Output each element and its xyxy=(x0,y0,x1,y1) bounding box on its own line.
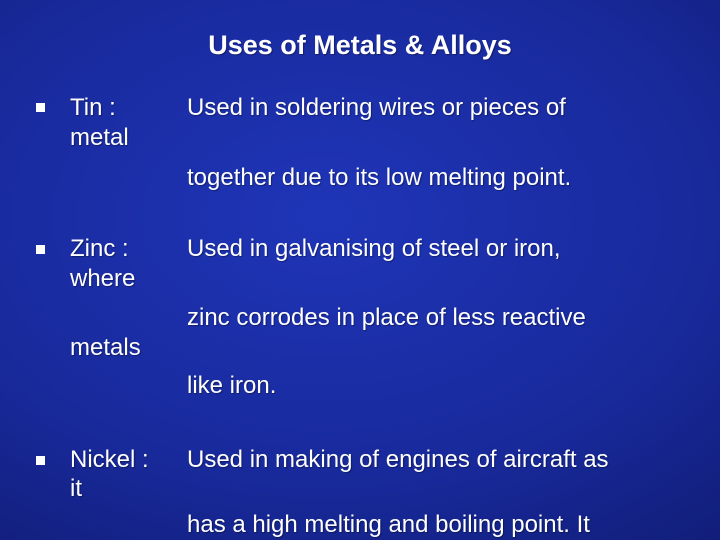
item-description: Used in making of engines of aircraft as xyxy=(187,446,609,473)
item-description: zinc corrodes in place of less reactive xyxy=(187,304,586,331)
item-term: metals xyxy=(70,334,141,361)
square-bullet-icon xyxy=(36,245,50,254)
slide-title: Uses of Metals & Alloys xyxy=(208,30,512,60)
item-term: Nickel : xyxy=(70,446,149,473)
square-bullet-icon xyxy=(36,456,50,465)
item-description: together due to its low melting point. xyxy=(187,164,572,191)
item-term: Tin : xyxy=(70,94,116,121)
item-term: it xyxy=(70,475,82,502)
item-term: metal xyxy=(70,124,129,151)
item-term: Zinc : xyxy=(70,235,129,262)
item-description: Used in galvanising of steel or iron, xyxy=(187,235,561,262)
item-description: has a high melting and boiling point. It xyxy=(187,511,590,538)
item-description: like iron. xyxy=(187,372,277,399)
item-term: where xyxy=(70,265,136,292)
square-bullet-icon xyxy=(36,103,50,112)
item-description: Used in soldering wires or pieces of xyxy=(187,94,566,121)
